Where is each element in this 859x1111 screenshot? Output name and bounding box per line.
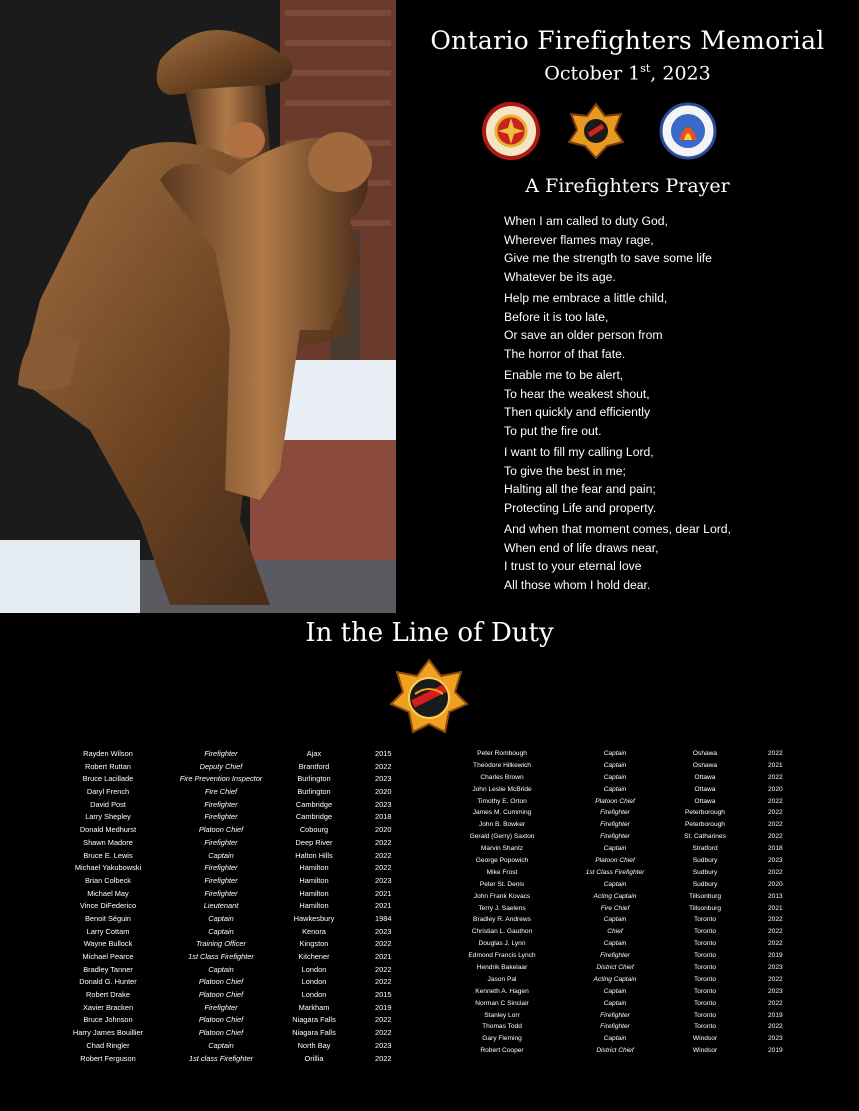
roster-year: 2018 bbox=[375, 812, 392, 822]
roster-year: 2022 bbox=[768, 975, 783, 983]
roster-city: Toronto bbox=[694, 1023, 716, 1031]
prayer-line: Halting all the fear and pain; bbox=[504, 482, 656, 496]
professional-firefighters-badge-icon bbox=[567, 102, 625, 160]
roster-name: Peter Rombough bbox=[477, 750, 527, 757]
prayer-line: Then quickly and efficiently bbox=[504, 405, 651, 419]
roster-rank: 1st Class Firefighter bbox=[188, 952, 254, 961]
roster-city: Hamilton bbox=[299, 888, 329, 898]
roster-rank: Firefighter bbox=[204, 863, 238, 873]
roster-rank: Acting Captain bbox=[593, 975, 637, 983]
roster-city: Cambridge bbox=[295, 799, 333, 809]
roster-year: 2013 bbox=[768, 892, 783, 900]
prayer-line: Give me the strength to save some life bbox=[504, 251, 712, 265]
roster-name: Kenneth A. Hagen bbox=[475, 987, 529, 995]
roster-rank: 1st Class Firefighter bbox=[585, 868, 645, 876]
roster-rank: Fire Prevention Inspector bbox=[179, 774, 263, 784]
roster-city: Toronto bbox=[694, 952, 716, 960]
roster-city: Niagara Falls bbox=[292, 1015, 336, 1025]
roster-year: 2022 bbox=[768, 750, 783, 757]
roster-name: Theodore Hilkewich bbox=[473, 761, 531, 769]
roster-rank: Captain bbox=[603, 940, 627, 948]
roster-name: Bradley Tanner bbox=[83, 964, 133, 974]
maltese-cross-logo-icon bbox=[389, 658, 469, 738]
roster-year: 2021 bbox=[768, 761, 783, 769]
roster-city: Niagara Falls bbox=[292, 1028, 336, 1038]
roster-year: 2022 bbox=[768, 940, 783, 948]
roster-city: Toronto bbox=[694, 928, 716, 936]
roster-name: Harry James Bouillier bbox=[72, 1028, 144, 1038]
roster-rank: District Chief bbox=[596, 964, 634, 972]
roster-city: Ottawa bbox=[694, 785, 716, 793]
date-year: , 2023 bbox=[650, 62, 711, 85]
roster-name: Gerald (Gerry) Saxton bbox=[469, 833, 535, 841]
roster-name: Brian Colbeck bbox=[84, 875, 131, 885]
roster-city: Hamilton bbox=[299, 863, 329, 873]
prayer-stanza bbox=[504, 289, 844, 363]
roster-year: 2022 bbox=[768, 797, 783, 805]
roster-name: Robert Drake bbox=[86, 990, 130, 1000]
roster-rank: Firefighter bbox=[600, 1011, 630, 1019]
roster-name: Mike Frost bbox=[486, 868, 518, 876]
roster-name: Michael Yakubowski bbox=[74, 863, 142, 873]
prayer-stanza bbox=[504, 443, 844, 517]
roster-name: Donald Medhurst bbox=[79, 825, 137, 835]
roster-city: Burlington bbox=[297, 774, 331, 784]
roster-name: Stanley Lorr bbox=[484, 1011, 520, 1019]
roster-name: Charles Brown bbox=[480, 773, 524, 781]
roster-name: Hendrik Bakelaar bbox=[476, 964, 528, 972]
roster-city: Toronto bbox=[694, 964, 716, 972]
prayer-line: Before it is too late, bbox=[504, 309, 609, 324]
roster-rank: Captain bbox=[208, 913, 234, 923]
roster-year: 2023 bbox=[375, 875, 392, 885]
roster-year: 2021 bbox=[375, 888, 392, 898]
roster-city: Hamilton bbox=[299, 901, 329, 911]
roster-name: George Popowich bbox=[475, 857, 529, 865]
roster-name: Chad Ringler bbox=[86, 1040, 130, 1050]
roster-year: 2020 bbox=[768, 785, 783, 793]
roster-rank: Firefighter bbox=[600, 821, 630, 829]
roster-year: 2021 bbox=[375, 952, 392, 961]
roster-name: Bradley R. Andrews bbox=[473, 916, 531, 924]
roster-name: Xavier Bracken bbox=[82, 1002, 134, 1012]
roster-city: Kingston bbox=[299, 939, 329, 949]
roster-rank: District Chief bbox=[596, 1047, 634, 1055]
roster-city: Cambridge bbox=[295, 812, 333, 822]
roster-rank: Platoon Chief bbox=[198, 1028, 244, 1038]
roster-year: 2022 bbox=[768, 999, 783, 1007]
roster-rank: Captain bbox=[208, 964, 234, 974]
roster-name: Peter St. Denis bbox=[479, 880, 525, 888]
roster-rank: Captain bbox=[603, 999, 627, 1007]
roster-city: Halton Hills bbox=[295, 850, 333, 860]
firefighter-statue-image bbox=[0, 0, 396, 613]
roster-year: 2022 bbox=[375, 850, 392, 860]
roster-rank: Firefighter bbox=[600, 809, 630, 817]
roster-year: 2022 bbox=[768, 1023, 783, 1031]
roster-year: 2015 bbox=[375, 749, 392, 758]
roster-year: 2019 bbox=[375, 1002, 392, 1012]
roster-name: Donald G. Hunter bbox=[79, 977, 137, 987]
roster-city: Hamilton bbox=[299, 875, 329, 885]
roster-rank: Firefighter bbox=[600, 833, 630, 841]
roster-rank: Platoon Chief bbox=[595, 857, 635, 865]
prayer-line: To give the best in me; bbox=[504, 463, 626, 478]
roster-name: Benoit Séguin bbox=[84, 913, 132, 923]
roster-city: Ottawa bbox=[694, 797, 716, 805]
roster-city: Tillsonburg bbox=[688, 892, 721, 900]
roster-rank: Platoon Chief bbox=[198, 990, 244, 1000]
roster-name: Robert Ruttan bbox=[84, 761, 131, 771]
roster-rank: 1st class Firefighter bbox=[188, 1053, 254, 1063]
roster-year: 2022 bbox=[375, 977, 392, 987]
prayer-text bbox=[504, 212, 844, 597]
prayer-title: A Firefighters Prayer bbox=[525, 175, 730, 197]
roster-city: Brantford bbox=[298, 761, 330, 771]
roster-city: Toronto bbox=[694, 987, 716, 995]
fire-chiefs-badge-icon bbox=[482, 102, 540, 160]
roster-year: 2022 bbox=[375, 1015, 392, 1025]
roster-name: Michael Pearce bbox=[82, 952, 134, 961]
roster-year: 2023 bbox=[375, 774, 392, 784]
prayer-line: To put the fire out. bbox=[504, 423, 602, 438]
roster-rank: Captain bbox=[603, 785, 627, 793]
prayer-line: And when that moment comes, dear Lord, bbox=[504, 522, 731, 536]
roster-year: 2023 bbox=[768, 1035, 783, 1043]
roster-name: Timothy E. Orton bbox=[477, 797, 527, 805]
prayer-line: Whatever be its age. bbox=[504, 269, 616, 284]
fire-marshal-badge-icon bbox=[659, 102, 717, 160]
roster-year: 2018 bbox=[768, 845, 783, 853]
roster-name: Thomas Todd bbox=[482, 1023, 522, 1031]
roster-rank: Firefighter bbox=[204, 799, 238, 809]
roster-name: John Frank Kovacs bbox=[473, 892, 531, 900]
roster-rank: Deputy Chief bbox=[199, 761, 243, 771]
roster-city: North Bay bbox=[297, 1040, 331, 1050]
roster-city: Stratford bbox=[692, 845, 718, 853]
roster-city: Toronto bbox=[694, 999, 716, 1007]
roster-city: Toronto bbox=[694, 975, 716, 983]
roster-year: 2022 bbox=[375, 939, 392, 949]
roster-name: Marvin Shantz bbox=[480, 845, 524, 853]
roster-city: Orillia bbox=[304, 1053, 324, 1063]
roster-year: 2023 bbox=[768, 987, 783, 995]
roster-name: Edmond Francis Lynch bbox=[468, 952, 536, 960]
roster-year: 2022 bbox=[768, 809, 783, 817]
roster-rank: Platoon Chief bbox=[198, 1015, 244, 1025]
prayer-line: I want to fill my calling Lord, bbox=[504, 445, 654, 459]
roster-name: Douglas J. Lynn bbox=[478, 940, 526, 948]
roster-rank: Captain bbox=[603, 1035, 627, 1043]
roster-year: 2020 bbox=[375, 825, 392, 835]
roster-rank: Acting Captain bbox=[593, 892, 637, 900]
roster-year: 2021 bbox=[375, 901, 392, 911]
roster-name: Bruce Lacillade bbox=[82, 774, 134, 784]
prayer-line: Or save an older person from bbox=[504, 328, 663, 342]
roster-city: Cobourg bbox=[299, 825, 329, 835]
roster-year: 2022 bbox=[768, 821, 783, 829]
badges-row bbox=[396, 102, 859, 162]
roster-city: Ajax bbox=[306, 749, 322, 758]
roster-rank: Captain bbox=[208, 1040, 234, 1050]
roster-city: Toronto bbox=[694, 916, 716, 924]
roster-year: 2021 bbox=[768, 904, 783, 912]
prayer-line: Wherever flames may rage, bbox=[504, 232, 654, 247]
roster-year: 2023 bbox=[375, 1040, 392, 1050]
prayer-stanza bbox=[504, 520, 844, 594]
roster-year: 2023 bbox=[768, 964, 783, 972]
roster-name: Vince DiFederico bbox=[79, 901, 137, 911]
roster-year: 2020 bbox=[768, 880, 783, 888]
roster-name: Bruce E. Lewis bbox=[83, 850, 133, 860]
roster-name: John B. Bowker bbox=[478, 821, 526, 829]
roster-year: 2022 bbox=[768, 928, 783, 936]
roster-rank: Captain bbox=[208, 926, 234, 936]
roster-city: St. Catharines bbox=[684, 833, 726, 841]
roster-rank: Firefighter bbox=[204, 812, 238, 822]
roster-name: Shawn Madore bbox=[83, 837, 133, 847]
roster-name: James M. Cumming bbox=[472, 809, 532, 817]
roster-name: Jason Pal bbox=[487, 975, 517, 983]
roster-name: Michael May bbox=[87, 888, 129, 898]
roster-year: 2023 bbox=[375, 926, 392, 936]
roster-rank: Platoon Chief bbox=[198, 825, 244, 835]
prayer-line: Help me embrace a little child, bbox=[504, 291, 668, 305]
roster-city: Deep River bbox=[295, 837, 333, 847]
roster-rank: Captain bbox=[603, 987, 627, 995]
prayer-line: Protecting Life and property. bbox=[504, 500, 657, 515]
roster-city: Windsor bbox=[692, 1035, 718, 1043]
roster-year: 1984 bbox=[375, 913, 392, 923]
roster-rank: Captain bbox=[603, 750, 627, 757]
roster-city: Kitchener bbox=[298, 952, 330, 961]
roster-year: 2019 bbox=[768, 1011, 783, 1019]
memorial-title: Ontario Firefighters Memorial bbox=[430, 26, 825, 55]
roster-rank: Fire Chief bbox=[204, 787, 238, 797]
roster-name: David Post bbox=[90, 799, 126, 809]
roster-name: Larry Cottam bbox=[86, 926, 130, 936]
roster-city: Peterborough bbox=[685, 809, 725, 817]
prayer-line: To hear the weakest shout, bbox=[504, 386, 650, 401]
roster-rank: Platoon Chief bbox=[198, 977, 244, 987]
roster-name: Robert Cooper bbox=[480, 1047, 524, 1055]
roster-rank: Firefighter bbox=[204, 837, 238, 847]
roster-year: 2022 bbox=[768, 916, 783, 924]
roster-rank: Lieutenant bbox=[203, 901, 239, 911]
roster-name: Larry Shepley bbox=[85, 812, 131, 822]
roster-rank: Captain bbox=[208, 850, 234, 860]
roster-city: Oshawa bbox=[692, 750, 718, 757]
roster-rank: Training Officer bbox=[196, 939, 246, 949]
roster-rank: Chief bbox=[607, 928, 623, 936]
roster-year: 2023 bbox=[768, 857, 783, 865]
roster-name: Robert Ferguson bbox=[80, 1053, 136, 1063]
roster-name: Gary Fleming bbox=[482, 1035, 522, 1043]
roster-rank: Firefighter bbox=[600, 952, 630, 960]
roster-name: Christian L. Gauthon bbox=[471, 928, 533, 936]
roster-year: 2022 bbox=[768, 868, 783, 876]
roster-name: Bruce Johnson bbox=[83, 1015, 133, 1025]
roster-rank: Captain bbox=[603, 916, 627, 924]
roster-year: 2022 bbox=[375, 837, 392, 847]
roster-name: Rayden Wilson bbox=[83, 749, 133, 758]
roster-name: Terry J. Saelens bbox=[478, 904, 526, 912]
roster-city: Kenora bbox=[302, 926, 326, 936]
date-main: October 1 bbox=[544, 62, 641, 85]
roster-rank: Captain bbox=[603, 845, 627, 853]
roster-city: Windsor bbox=[692, 1047, 718, 1055]
roster-rank: Firefighter bbox=[204, 888, 238, 898]
prayer-line: The horror of that fate. bbox=[504, 346, 626, 361]
roster-rank: Captain bbox=[603, 761, 627, 769]
roster-year: 2020 bbox=[375, 787, 392, 797]
prayer-line: When end of life draws near, bbox=[504, 540, 659, 555]
roster-year: 2022 bbox=[375, 964, 392, 974]
roster-city: Sudbury bbox=[692, 857, 718, 865]
prayer-stanza bbox=[504, 366, 844, 440]
line-of-duty-title: In the Line of Duty bbox=[305, 618, 554, 648]
prayer-stanza bbox=[504, 212, 844, 286]
roster-year: 2022 bbox=[375, 1028, 392, 1038]
roster-year: 2023 bbox=[375, 799, 392, 809]
roster-name: Norman C Sinclair bbox=[475, 999, 529, 1007]
roster-name: Daryl French bbox=[86, 787, 130, 797]
roster-rank: Firefighter bbox=[204, 749, 238, 758]
roster-rank: Firefighter bbox=[204, 875, 238, 885]
roster-rank: Captain bbox=[603, 880, 627, 888]
roster-city: Peterborough bbox=[685, 821, 725, 829]
roster-name: John Leslie McBride bbox=[472, 785, 532, 793]
roster-city: Sudbury bbox=[692, 880, 718, 888]
roster-city: Markham bbox=[298, 1002, 330, 1012]
roster-rank: Captain bbox=[603, 773, 627, 781]
roster-city: Toronto bbox=[694, 940, 716, 948]
roster-city: Toronto bbox=[694, 1011, 716, 1019]
roster-city: Burlington bbox=[297, 787, 331, 797]
roster-city: London bbox=[301, 964, 327, 974]
roster-rank: Firefighter bbox=[600, 1023, 630, 1031]
roster-year: 2022 bbox=[375, 761, 392, 771]
prayer-line: All those whom I hold dear. bbox=[504, 577, 651, 592]
roster-city: London bbox=[301, 990, 327, 1000]
roster-year: 2022 bbox=[768, 773, 783, 781]
statue-photo bbox=[0, 0, 396, 613]
roster-year: 2015 bbox=[375, 990, 392, 1000]
roster-city: Sudbury bbox=[692, 868, 718, 876]
roster-rank: Platoon Chief bbox=[595, 797, 635, 805]
roster-year: 2022 bbox=[375, 1053, 392, 1063]
prayer-line: When I am called to duty God, bbox=[504, 214, 668, 228]
date-ordinal: st bbox=[640, 62, 651, 75]
roster-rank: Firefighter bbox=[204, 1002, 238, 1012]
roster-city: Ottawa bbox=[694, 773, 716, 781]
roster-rank: Fire Chief bbox=[600, 904, 630, 912]
prayer-line: Enable me to be alert, bbox=[504, 368, 624, 382]
roster-city: Hawkesbury bbox=[293, 913, 335, 923]
prayer-line: I trust to your eternal love bbox=[504, 559, 642, 573]
roster-year: 2019 bbox=[768, 1047, 783, 1055]
roster-year: 2022 bbox=[375, 863, 392, 873]
roster-name: Wayne Bullock bbox=[83, 939, 133, 949]
roster-year: 2022 bbox=[768, 833, 783, 841]
roster-city: London bbox=[301, 977, 327, 987]
roster-city: Oshawa bbox=[692, 761, 718, 769]
roster-year: 2019 bbox=[768, 952, 783, 960]
memorial-date bbox=[396, 62, 859, 84]
roster-city: Tillsonburg bbox=[688, 904, 721, 912]
